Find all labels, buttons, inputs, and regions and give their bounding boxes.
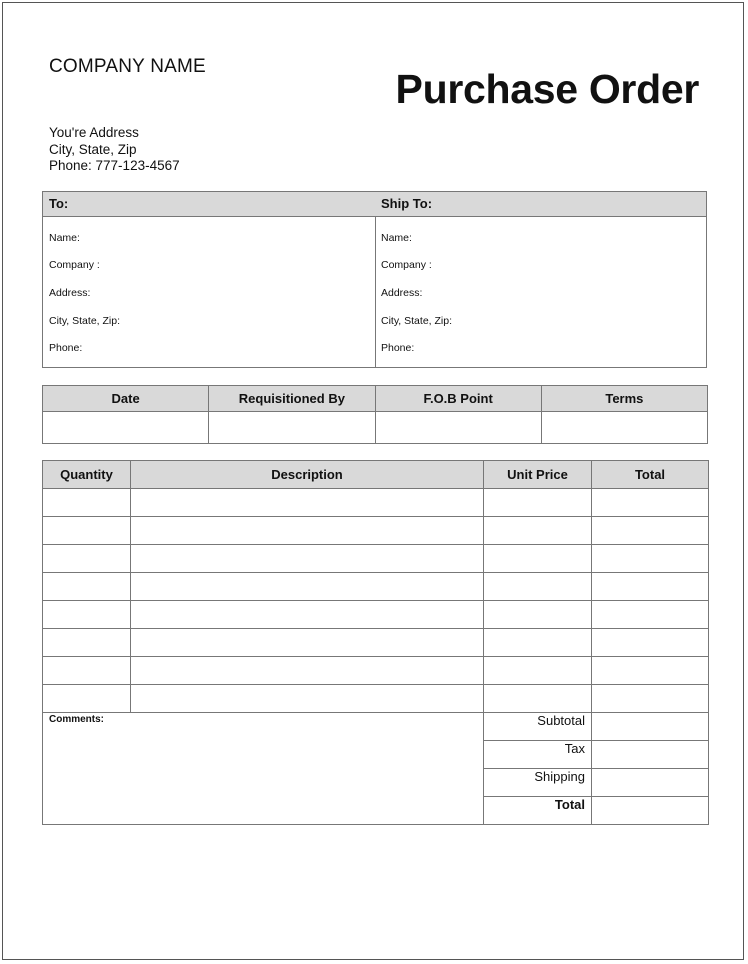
- table-row: [43, 629, 709, 657]
- unit-price-cell[interactable]: [484, 629, 592, 657]
- description-cell[interactable]: [131, 545, 484, 573]
- tax-label: Tax: [484, 741, 592, 769]
- table-row: [43, 685, 709, 713]
- address-line-street: You're Address: [49, 125, 139, 140]
- to-city-state-zip-field[interactable]: City, State, Zip:: [49, 315, 120, 327]
- quantity-cell[interactable]: [43, 545, 131, 573]
- to-name-field[interactable]: Name:: [49, 232, 80, 244]
- ship-to-city-state-zip-field[interactable]: City, State, Zip:: [381, 315, 452, 327]
- subtotal-label: Subtotal: [484, 713, 592, 741]
- terms-cell[interactable]: [541, 412, 707, 444]
- order-info-header-row: [43, 386, 708, 412]
- table-row: [43, 601, 709, 629]
- quantity-header: Quantity: [43, 461, 131, 489]
- order-info-value-row: [43, 412, 708, 444]
- shipping-value-cell[interactable]: [592, 769, 709, 797]
- address-line-city: City, State, Zip: [49, 141, 137, 157]
- comments-label: Comments:: [49, 714, 105, 725]
- line-total-cell[interactable]: [592, 629, 709, 657]
- unit-price-cell[interactable]: [484, 545, 592, 573]
- total-header: Total: [592, 461, 709, 489]
- unit-price-header: Unit Price: [484, 461, 592, 489]
- table-row: [43, 489, 709, 517]
- to-block: [43, 192, 376, 367]
- ship-to-address-field[interactable]: Address:: [381, 287, 423, 299]
- items-header-row: [43, 461, 709, 489]
- to-address-field[interactable]: Address:: [49, 287, 91, 299]
- quantity-cell[interactable]: [43, 657, 131, 685]
- quantity-cell[interactable]: [43, 685, 131, 713]
- company-name: COMPANY NAME: [49, 56, 206, 77]
- line-total-cell[interactable]: [592, 545, 709, 573]
- ship-to-phone-field[interactable]: Phone:: [381, 342, 415, 354]
- description-cell[interactable]: [131, 629, 484, 657]
- ship-to-heading: Ship To:: [375, 192, 706, 217]
- terms-header: Terms: [541, 386, 707, 412]
- unit-price-cell[interactable]: [484, 657, 592, 685]
- grand-total-label: Total: [484, 797, 592, 825]
- document-title: Purchase Order: [395, 66, 699, 112]
- unit-price-cell[interactable]: [484, 573, 592, 601]
- shipping-label: Shipping: [484, 769, 592, 797]
- description-header: Description: [131, 461, 484, 489]
- description-cell[interactable]: [131, 601, 484, 629]
- subtotal-value-cell[interactable]: [592, 713, 709, 741]
- line-total-cell[interactable]: [592, 489, 709, 517]
- ship-to-name-field[interactable]: Name:: [381, 232, 412, 244]
- quantity-cell[interactable]: [43, 573, 131, 601]
- ship-to-block: [375, 192, 706, 367]
- line-total-cell[interactable]: [592, 573, 709, 601]
- to-company-field[interactable]: Company :: [49, 259, 100, 271]
- quantity-cell[interactable]: [43, 517, 131, 545]
- line-total-cell[interactable]: [592, 657, 709, 685]
- requisitioned-by-header: Requisitioned By: [209, 386, 375, 412]
- description-cell[interactable]: [131, 573, 484, 601]
- description-cell[interactable]: [131, 657, 484, 685]
- line-total-cell[interactable]: [592, 685, 709, 713]
- quantity-cell[interactable]: [43, 601, 131, 629]
- party-box: [42, 191, 707, 368]
- unit-price-cell[interactable]: [484, 685, 592, 713]
- description-cell[interactable]: [131, 517, 484, 545]
- line-items-table: [42, 460, 709, 825]
- ship-to-company-field[interactable]: Company :: [381, 259, 432, 271]
- table-row: [43, 573, 709, 601]
- unit-price-cell[interactable]: [484, 517, 592, 545]
- unit-price-cell[interactable]: [484, 489, 592, 517]
- unit-price-cell[interactable]: [484, 601, 592, 629]
- to-phone-field[interactable]: Phone:: [49, 342, 83, 354]
- quantity-cell[interactable]: [43, 489, 131, 517]
- quantity-cell[interactable]: [43, 629, 131, 657]
- tax-value-cell[interactable]: [592, 741, 709, 769]
- table-row: [43, 657, 709, 685]
- description-cell[interactable]: [131, 489, 484, 517]
- description-cell[interactable]: [131, 685, 484, 713]
- fob-point-cell[interactable]: [375, 412, 541, 444]
- table-row: [43, 545, 709, 573]
- line-total-cell[interactable]: [592, 601, 709, 629]
- requisitioned-by-cell[interactable]: [209, 412, 375, 444]
- to-heading: To:: [43, 192, 375, 217]
- date-header: Date: [43, 386, 209, 412]
- date-cell[interactable]: [43, 412, 209, 444]
- comments-area[interactable]: [43, 713, 484, 825]
- order-info-table: [42, 385, 708, 444]
- address-line-phone: Phone: 777-123-4567: [49, 158, 180, 173]
- sender-address: [49, 125, 180, 175]
- summary-row-subtotal: [43, 713, 709, 741]
- grand-total-value-cell[interactable]: [592, 797, 709, 825]
- line-total-cell[interactable]: [592, 517, 709, 545]
- table-row: [43, 517, 709, 545]
- fob-point-header: F.O.B Point: [375, 386, 541, 412]
